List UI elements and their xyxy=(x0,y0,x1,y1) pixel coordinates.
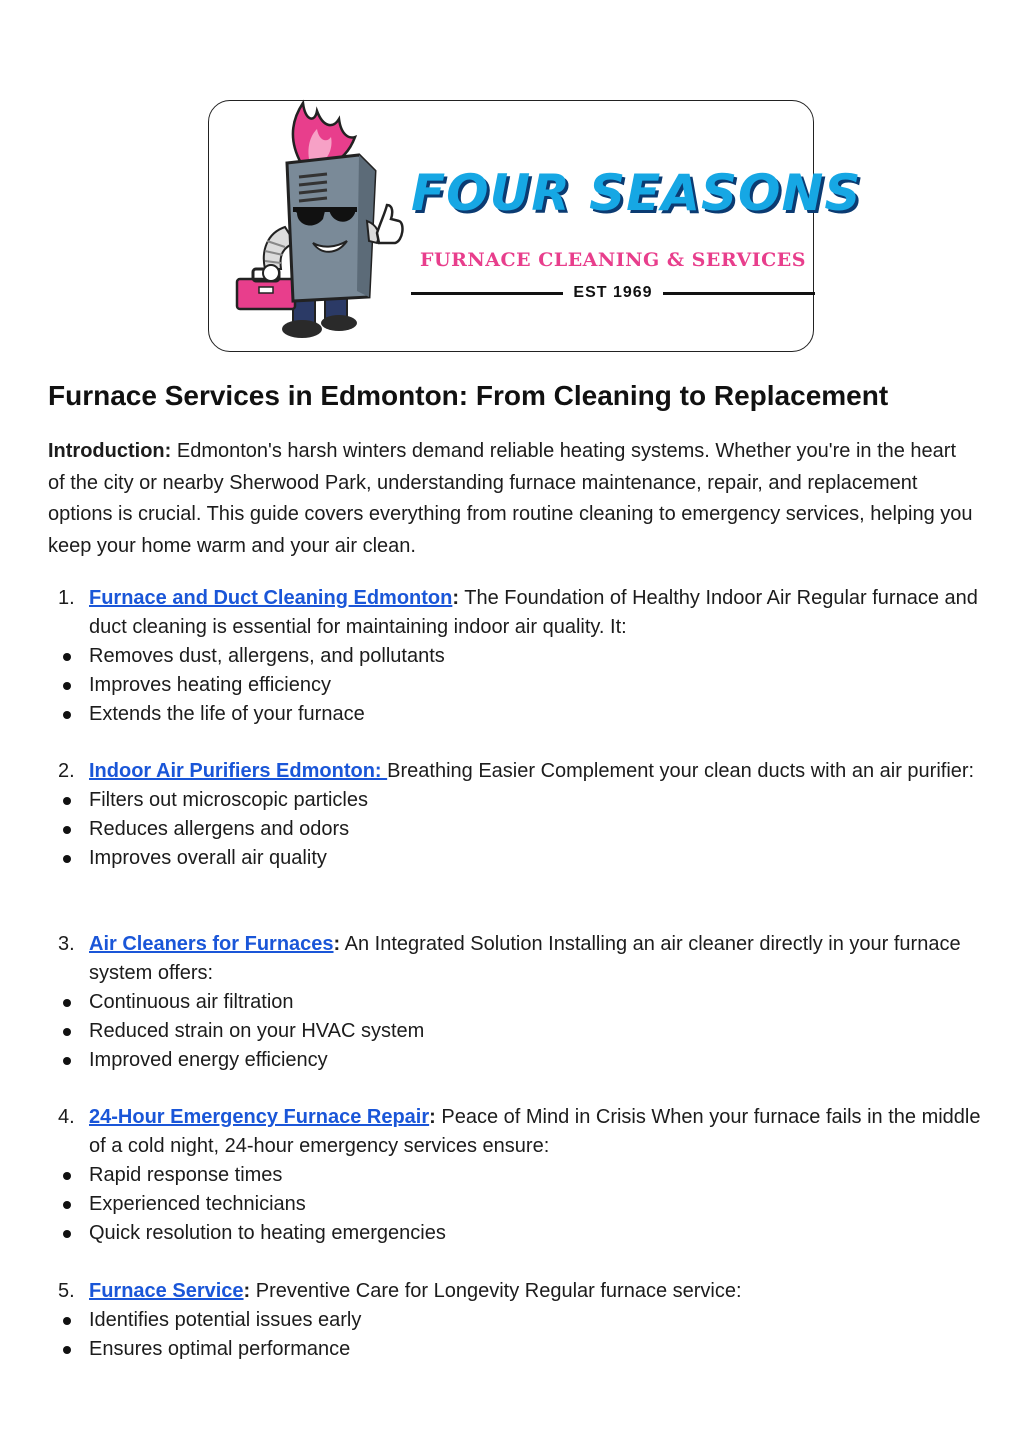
section-air-purifiers xyxy=(48,757,988,873)
section-heading xyxy=(48,1103,988,1161)
company-logo xyxy=(208,100,862,352)
section-number: 5. xyxy=(58,1280,75,1302)
list-item xyxy=(48,1335,988,1364)
list-item-text: Removes dust, allergens, and pollutants xyxy=(89,645,445,667)
bullet-icon xyxy=(63,653,71,661)
duct-cleaning-link[interactable]: Furnace and Duct Cleaning Edmonton xyxy=(89,587,453,609)
section-text: Peace of Mind in Crisis When your furnace fails in the middle of a cold night, 24-hour emergency services ensure: xyxy=(89,1106,981,1157)
list-item-text: Ensures optimal performance xyxy=(89,1338,351,1360)
brand-wordmark xyxy=(411,163,862,303)
list-item xyxy=(48,700,988,729)
section-colon: : xyxy=(243,1280,251,1302)
list-item-text: Filters out microscopic particles xyxy=(89,789,368,811)
section-number: 4. xyxy=(58,1106,75,1128)
list-item-text: Continuous air filtration xyxy=(89,991,294,1013)
list-item-text: Improves heating efficiency xyxy=(89,674,331,696)
bullet-icon xyxy=(63,826,71,834)
section-text: The Foundation of Healthy Indoor Air Regular furnace and duct cleaning is essential for maintaining indoor air quality. It: xyxy=(89,587,978,638)
section-colon: : xyxy=(452,587,460,609)
bullet-icon xyxy=(63,1172,71,1180)
list-item xyxy=(48,642,988,671)
list-item xyxy=(48,844,988,873)
intro-lead: Introduction: xyxy=(48,440,172,462)
list-item xyxy=(48,815,988,844)
list-item-text: Improves overall air quality xyxy=(89,847,327,869)
list-item xyxy=(48,671,988,700)
section-text: Breathing Easier Complement your clean ducts with an air purifier: xyxy=(387,760,975,782)
list-item xyxy=(48,1219,988,1248)
section-furnace-service xyxy=(48,1277,988,1364)
list-item xyxy=(48,1306,988,1335)
bullet-list xyxy=(48,1306,988,1364)
bullet-icon xyxy=(63,711,71,719)
bullet-icon xyxy=(63,797,71,805)
bullet-list xyxy=(48,1161,988,1248)
section-number: 3. xyxy=(58,933,75,955)
furnace-mascot-icon xyxy=(209,101,409,353)
section-colon: : xyxy=(429,1106,436,1128)
bullet-icon xyxy=(63,1057,71,1065)
bullet-list xyxy=(48,786,988,873)
bullet-icon xyxy=(63,682,71,690)
bullet-icon xyxy=(63,1230,71,1238)
bullet-list xyxy=(48,988,988,1075)
bullet-icon xyxy=(63,1317,71,1325)
list-item-text: Reduces allergens and odors xyxy=(89,818,350,840)
section-text: Preventive Care for Longevity Regular furnace service: xyxy=(250,1280,742,1302)
list-item xyxy=(48,988,988,1017)
divider xyxy=(411,292,563,295)
intro-text: Edmonton's harsh winters demand reliable heating systems. Whether you're in the heart of the city or nearby Sherwood Park, understanding furnace maintenance, repair, and replacement options is crucial. This guide covers everything from routine cleaning to emergency services, helping you keep your home warm and your air clean. xyxy=(48,440,973,557)
section-number: 1. xyxy=(58,587,75,609)
emergency-repair-link[interactable]: 24-Hour Emergency Furnace Repair xyxy=(89,1106,430,1128)
list-item xyxy=(48,786,988,815)
list-item-text: Quick resolution to heating emergencies xyxy=(89,1222,446,1244)
section-number: 2. xyxy=(58,760,75,782)
section-colon: : xyxy=(333,933,341,955)
section-emergency-repair xyxy=(48,1103,988,1248)
list-item-text: Improved energy efficiency xyxy=(89,1049,328,1071)
bullet-icon xyxy=(63,1346,71,1354)
list-item-text: Identifies potential issues early xyxy=(89,1309,362,1331)
established-year: EST 1969 xyxy=(573,284,653,301)
air-purifiers-link[interactable]: Indoor Air Purifiers Edmonton: xyxy=(89,760,388,782)
list-item xyxy=(48,1161,988,1190)
list-item xyxy=(48,1190,988,1219)
list-item-text: Extends the life of your furnace xyxy=(89,703,365,725)
intro-paragraph xyxy=(48,436,978,562)
section-duct-cleaning xyxy=(48,584,988,729)
section-heading xyxy=(48,1277,988,1306)
list-item xyxy=(48,1046,988,1075)
list-item-text: Rapid response times xyxy=(89,1164,283,1186)
section-heading xyxy=(48,930,988,988)
section-air-cleaners xyxy=(48,930,988,1075)
air-cleaners-link[interactable]: Air Cleaners for Furnaces xyxy=(89,933,334,955)
section-heading xyxy=(48,757,988,786)
list-item-text: Experienced technicians xyxy=(89,1193,306,1215)
brand-name: FOUR SEASONS xyxy=(411,164,862,222)
established-line xyxy=(411,281,815,305)
bullet-icon xyxy=(63,1201,71,1209)
section-heading xyxy=(48,584,988,642)
bullet-icon xyxy=(63,855,71,863)
bullet-list xyxy=(48,642,988,729)
bullet-icon xyxy=(63,999,71,1007)
furnace-service-link[interactable]: Furnace Service xyxy=(89,1280,244,1302)
page-title: Furnace Services in Edmonton: From Cleaning to Replacement xyxy=(48,380,889,411)
bullet-icon xyxy=(63,1028,71,1036)
divider xyxy=(663,292,815,295)
brand-subtitle: FURNACE CLEANING & SERVICES xyxy=(420,249,806,271)
list-item-text: Reduced strain on your HVAC system xyxy=(89,1020,425,1042)
list-item xyxy=(48,1017,988,1046)
section-text: An Integrated Solution Installing an air cleaner directly in your furnace system offers: xyxy=(89,933,961,984)
